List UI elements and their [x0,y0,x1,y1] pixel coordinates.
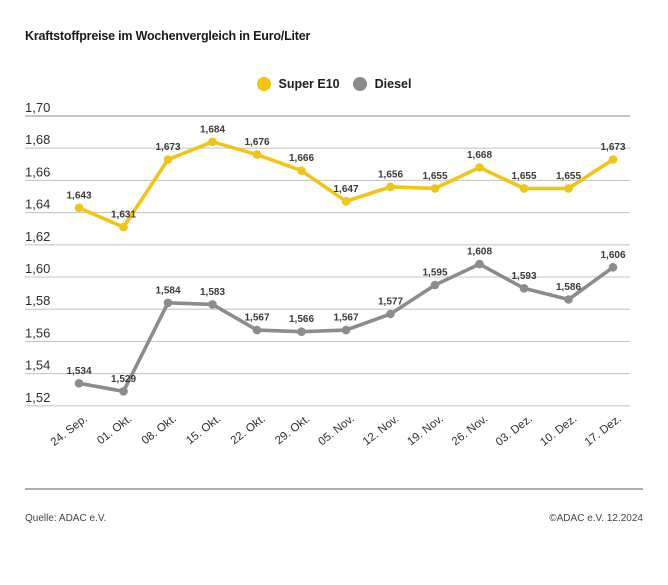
svg-text:1,584: 1,584 [155,285,181,297]
svg-text:1,673: 1,673 [155,142,181,153]
svg-text:1,608: 1,608 [466,246,493,258]
data-point [342,326,351,335]
svg-text:1,64: 1,64 [25,196,51,212]
svg-text:1,684: 1,684 [199,124,226,136]
svg-text:1,66: 1,66 [25,164,51,180]
svg-text:1,54: 1,54 [25,357,51,373]
svg-text:1,643: 1,643 [66,190,92,202]
data-point [386,310,395,319]
svg-text:1,56: 1,56 [25,325,51,341]
data-point [342,197,351,206]
data-point [75,204,84,213]
data-point [520,284,529,293]
svg-text:15. Okt.: 15. Okt. [184,412,224,448]
data-point [119,223,128,232]
svg-text:1,577: 1,577 [377,296,404,308]
svg-text:19. Nov.: 19. Nov. [405,412,446,449]
svg-text:1,673: 1,673 [600,142,626,153]
svg-text:24. Sep.: 24. Sep. [48,412,90,449]
svg-text:1,60: 1,60 [25,261,51,276]
data-point [520,184,529,193]
svg-text:10. Dez.: 10. Dez. [538,412,580,449]
y-axis-labels [25,100,50,405]
svg-text:1,656: 1,656 [377,169,404,181]
svg-text:1,68: 1,68 [25,132,51,148]
svg-text:17. Dez.: 17. Dez. [582,412,624,449]
svg-text:1,583: 1,583 [199,286,226,298]
svg-text:1,534: 1,534 [66,365,92,377]
svg-text:1,567: 1,567 [333,312,359,324]
svg-text:1,655: 1,655 [555,170,582,182]
svg-text:22. Okt.: 22. Okt. [228,412,268,448]
svg-text:05. Nov.: 05. Nov. [316,412,357,449]
data-point [386,183,395,192]
data-point [208,138,217,147]
data-point [431,281,440,290]
gridlines [25,116,630,406]
value-labels-diesel [66,247,625,385]
data-point [431,184,440,193]
data-point [297,166,306,175]
svg-text:1,631: 1,631 [110,209,137,221]
svg-text:1,58: 1,58 [25,293,51,309]
legend-label-diesel: Diesel [374,77,412,91]
svg-text:1,668: 1,668 [466,150,493,161]
svg-text:1,647: 1,647 [333,183,359,195]
page-title: Kraftstoffpreise im Wochenvergleich in Euro/Liter [25,29,311,43]
svg-text:1,529: 1,529 [110,373,137,385]
svg-text:03. Dez.: 03. Dez. [493,412,535,449]
data-point [609,263,618,272]
x-axis-labels [49,413,624,449]
svg-text:1,52: 1,52 [25,389,51,405]
svg-text:01. Okt.: 01. Okt. [95,412,135,448]
svg-text:1,593: 1,593 [511,270,537,282]
data-point [253,150,262,159]
data-point [119,387,128,396]
chart-footer [25,513,643,524]
legend-label-super-e10: Super E10 [278,77,340,91]
data-point [75,379,84,388]
data-point [475,260,484,269]
svg-text:1,595: 1,595 [422,267,448,279]
svg-text:1,586: 1,586 [555,282,582,293]
svg-text:1,655: 1,655 [422,170,448,182]
svg-text:1,606: 1,606 [600,249,626,261]
svg-text:29. Okt.: 29. Okt. [273,412,313,448]
svg-text:1,666: 1,666 [288,153,315,165]
value-labels-super-e10 [66,124,625,220]
svg-text:1,567: 1,567 [244,312,270,324]
svg-text:1,676: 1,676 [244,137,270,149]
data-point [208,300,217,309]
svg-text:1,655: 1,655 [511,170,537,182]
data-point [253,326,262,335]
svg-text:12. Nov.: 12. Nov. [360,412,402,449]
svg-text:1,566: 1,566 [288,314,315,326]
data-point [164,299,173,308]
svg-text:1,62: 1,62 [25,228,51,244]
copyright-note: ©ADAC e.V. 12.2024 [549,513,643,524]
data-point [564,184,573,193]
svg-text:26. Nov.: 26. Nov. [449,412,491,449]
data-point [164,155,173,164]
source-note: Quelle: ADAC e.V. [25,513,107,524]
data-point [609,155,618,164]
footer-divider [25,488,643,490]
svg-text:08. Okt.: 08. Okt. [139,412,179,448]
data-point [564,295,573,304]
svg-text:1,70: 1,70 [25,100,51,115]
data-point [475,163,484,172]
data-point [297,327,306,336]
